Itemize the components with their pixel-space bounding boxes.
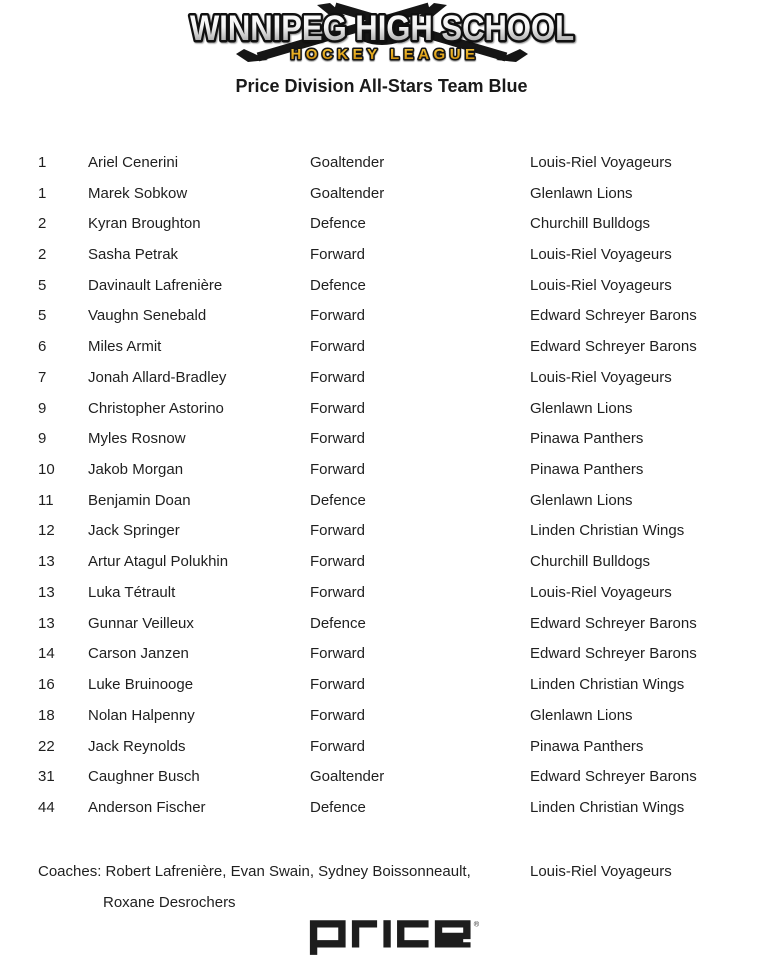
roster-table	[38, 147, 743, 823]
player-position: Forward	[310, 676, 366, 694]
player-name: Gunnar Veilleux	[88, 614, 194, 632]
player-number: 11	[38, 491, 54, 509]
price-wordmark	[307, 916, 485, 958]
player-number: 7	[38, 368, 47, 386]
logo-line1: WINNIPEG HIGH SCHOOL	[190, 9, 574, 48]
player-team: Pinawa Panthers	[530, 430, 644, 448]
player-name: Artur Atagul Polukhin	[88, 553, 229, 571]
player-team: Pinawa Panthers	[530, 737, 644, 755]
player-name: Benjamin Doan	[88, 491, 191, 509]
player-team: Churchill Bulldogs	[530, 215, 651, 233]
player-number: 12	[38, 522, 55, 540]
player-name: Caughner Busch	[88, 768, 200, 786]
player-name: Carson Janzen	[88, 645, 189, 663]
roster-row	[38, 393, 743, 424]
coaches-section	[38, 856, 743, 917]
player-number: 5	[38, 307, 47, 325]
player-number: 13	[38, 614, 55, 632]
player-position: Forward	[310, 645, 366, 663]
player-team: Louis-Riel Voyageurs	[530, 153, 672, 171]
player-name: Jack Springer	[88, 522, 180, 540]
player-number: 22	[38, 737, 55, 755]
player-position: Forward	[310, 430, 366, 448]
roster-row	[38, 178, 743, 209]
player-name: Vaughn Senebald	[88, 307, 207, 325]
player-position: Forward	[310, 246, 366, 264]
roster-row	[38, 700, 743, 731]
page-title: Price Division All-Stars Team Blue	[235, 76, 528, 96]
player-number: 9	[38, 399, 47, 417]
roster-row	[38, 270, 743, 301]
player-name: Christopher Astorino	[88, 399, 224, 417]
player-position: Forward	[310, 399, 366, 417]
player-team: Edward Schreyer Barons	[530, 338, 697, 356]
player-team: Glenlawn Lions	[530, 399, 633, 417]
player-name: Luke Bruinooge	[88, 676, 194, 694]
coaches-line1: Coaches: Robert Lafrenière, Evan Swain, Sydney Boissonneault,	[38, 862, 471, 880]
roster-row	[38, 577, 743, 608]
player-position: Forward	[310, 737, 366, 755]
league-logo	[186, 3, 578, 63]
player-team: Edward Schreyer Barons	[530, 645, 697, 663]
player-position: Defence	[310, 276, 366, 294]
roster-row	[38, 639, 743, 670]
player-position: Defence	[310, 215, 366, 233]
league-logo-graphic	[186, 3, 578, 63]
roster-row	[38, 761, 743, 792]
player-number: 2	[38, 246, 47, 264]
player-name: Jonah Allard-Bradley	[88, 368, 227, 386]
roster-row	[38, 454, 743, 485]
roster-row	[38, 516, 743, 547]
player-number: 6	[38, 338, 47, 356]
player-name: Miles Armit	[88, 338, 162, 356]
logo-line2: HOCKEY LEAGUE	[290, 46, 480, 63]
player-team: Louis-Riel Voyageurs	[530, 276, 672, 294]
player-position: Forward	[310, 368, 366, 386]
player-name: Luka Tétrault	[88, 583, 176, 601]
player-name: Kyran Broughton	[88, 215, 201, 233]
roster-row	[38, 423, 743, 454]
player-position: Goaltender	[310, 184, 385, 202]
player-team: Linden Christian Wings	[530, 522, 685, 540]
player-number: 31	[38, 768, 55, 786]
player-name: Jakob Morgan	[88, 461, 184, 479]
player-number: 10	[38, 461, 55, 479]
roster-row	[38, 608, 743, 639]
coaches-team: Louis-Riel Voyageurs	[530, 862, 672, 880]
player-name: Nolan Halpenny	[88, 706, 195, 724]
player-position: Forward	[310, 522, 366, 540]
player-name: Ariel Cenerini	[88, 153, 179, 171]
roster-row	[38, 792, 743, 823]
player-team: Louis-Riel Voyageurs	[530, 368, 672, 386]
player-position: Forward	[310, 553, 366, 571]
player-number: 2	[38, 215, 47, 233]
player-position: Forward	[310, 338, 366, 356]
player-team: Edward Schreyer Barons	[530, 614, 697, 632]
player-name: Myles Rosnow	[88, 430, 186, 448]
player-position: Defence	[310, 798, 366, 816]
player-name: Anderson Fischer	[88, 798, 206, 816]
player-number: 14	[38, 645, 55, 663]
player-name: Davinault Lafrenière	[88, 276, 223, 294]
roster-row	[38, 731, 743, 762]
player-number: 1	[38, 184, 47, 202]
player-number: 44	[38, 798, 55, 816]
roster-row	[38, 331, 743, 362]
player-team: Glenlawn Lions	[530, 184, 633, 202]
player-team: Churchill Bulldogs	[530, 553, 651, 571]
player-position: Forward	[310, 583, 366, 601]
player-name: Sasha Petrak	[88, 246, 179, 264]
roster-row	[38, 147, 743, 178]
roster-row	[38, 546, 743, 577]
player-name: Marek Sobkow	[88, 184, 188, 202]
roster-row	[38, 208, 743, 239]
player-number: 9	[38, 430, 47, 448]
player-number: 13	[38, 583, 55, 601]
roster-row	[38, 362, 743, 393]
player-position: Goaltender	[310, 153, 385, 171]
player-name: Jack Reynolds	[88, 737, 186, 755]
player-team: Louis-Riel Voyageurs	[530, 583, 672, 601]
player-number: 18	[38, 706, 55, 724]
coaches-line2: Roxane Desrochers	[103, 893, 236, 911]
player-position: Goaltender	[310, 768, 385, 786]
player-team: Linden Christian Wings	[530, 798, 685, 816]
player-team: Pinawa Panthers	[530, 461, 644, 479]
player-team: Linden Christian Wings	[530, 676, 685, 694]
player-number: 5	[38, 276, 47, 294]
player-team: Glenlawn Lions	[530, 491, 633, 509]
player-position: Defence	[310, 491, 366, 509]
player-position: Forward	[310, 307, 366, 325]
roster-row	[38, 301, 743, 332]
sponsor-price-logo	[307, 916, 485, 958]
player-team: Louis-Riel Voyageurs	[530, 246, 672, 264]
roster-row	[38, 669, 743, 700]
player-position: Defence	[310, 614, 366, 632]
player-team: Glenlawn Lions	[530, 706, 633, 724]
player-team: Edward Schreyer Barons	[530, 768, 697, 786]
player-number: 1	[38, 153, 47, 171]
player-number: 13	[38, 553, 55, 571]
registered-mark: ®	[473, 919, 480, 929]
player-position: Forward	[310, 706, 366, 724]
player-team: Edward Schreyer Barons	[530, 307, 697, 325]
player-number: 16	[38, 676, 55, 694]
roster-row	[38, 239, 743, 270]
roster-row	[38, 485, 743, 516]
player-position: Forward	[310, 461, 366, 479]
